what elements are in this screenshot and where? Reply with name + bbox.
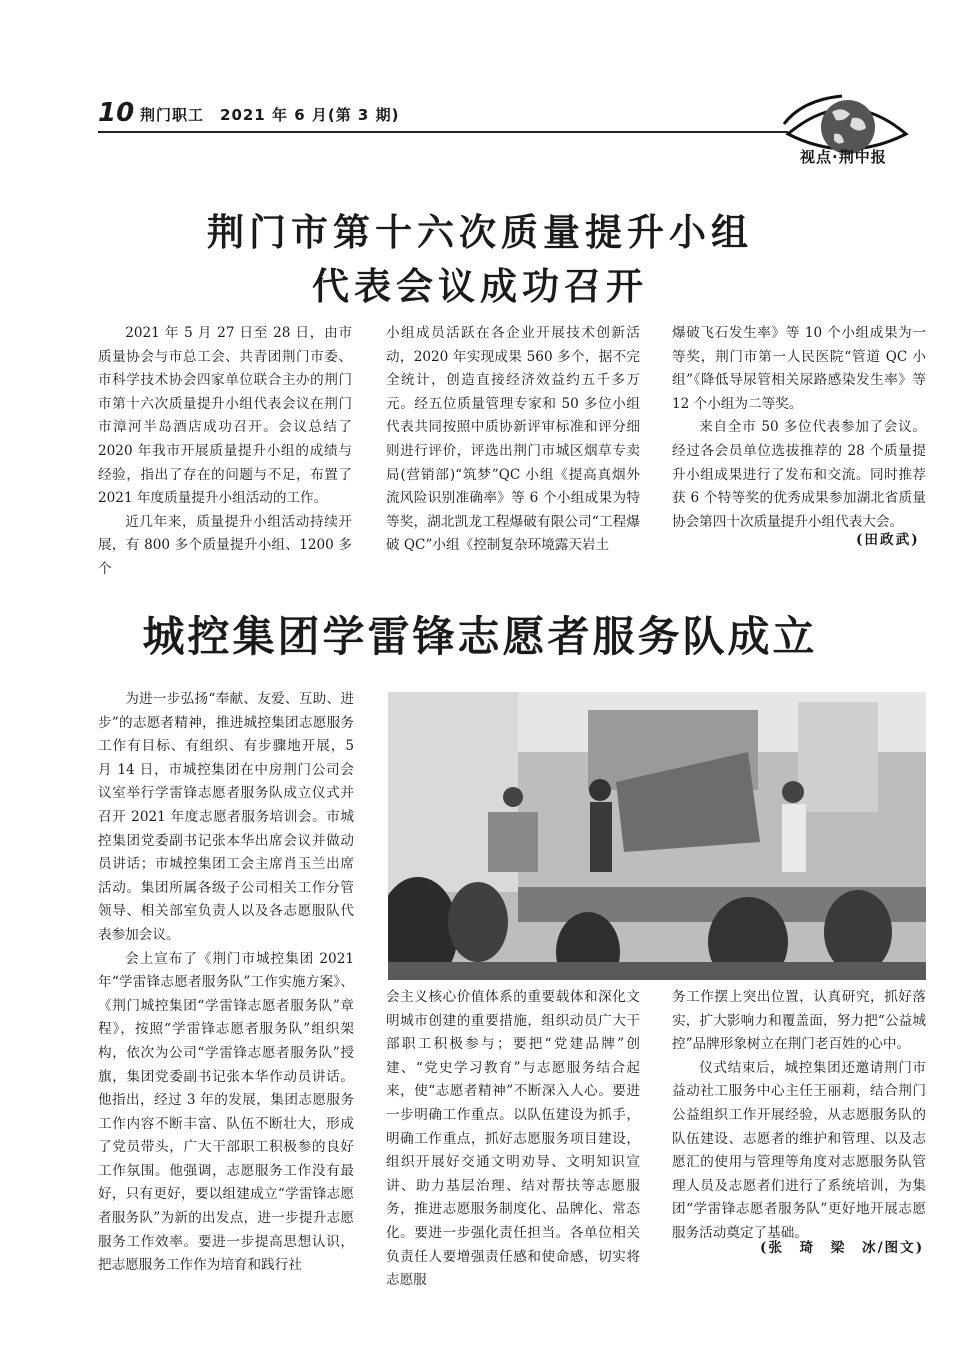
paragraph: 小组成员活跃在各企业开展技术创新活动，2020 年实现成果 560 多个，据不完全统计，创造直接经济效益约五千多万元。经五位质量管理专家和 50 多位小组代表共同按照中质协新评审标准和评分细则进行评价，评选出荆门市城区烟草专卖局(营销部)“筑梦”QC 小组《提高真烟外流风险识别准确率》等 6 个小组成果为特等奖，湖北凯龙工程爆破有限公司“工程爆破 QC”小组《控制复杂环境露天岩土 [386, 325, 640, 554]
article2-byline: (张 琦 梁 冰/图文) [760, 1240, 925, 1256]
paragraph: 仪式结束后，城控集团还邀请荆门市益动社工服务中心主任王丽莉，结合荆门公益组织工作开展经验，从志愿服务队的队伍建设、志愿者的维护和管理、以及志愿汇的使用与管理等角度对志愿服务队管理人员及志愿者们进行了系统培训，为集团“学雷锋志愿者服务队”更好地开展志愿服务活动奠定了基础。 [672, 1059, 926, 1241]
paragraph: 会上宣布了《荆门市城控集团 2021 年“学雷锋志愿者服务队”工作实施方案》、《荆门城控集团“学雷锋志愿者服务队”章程》，按照“学雷锋志愿者服务队”组织架构，依次为公司“学雷锋志愿者服务队”授旗，集团党委副书记张本华作动员讲话。他指出，经过 3 年的发展，集团志愿服务工作内容不断丰富、队伍不断壮大，形成了党员带头，广大干部职工积极参的良好工作氛围。他强调，志愿服务工作没有最好，只有更好，要以组建成立“学雷锋志愿者服务队”为新的出发点，进一步提升志愿服务工作效率。要进一步提高思想认识，把志愿服务工作作为培育和践行社 [98, 950, 354, 1274]
article2-column3 [672, 986, 926, 1246]
paragraph: 务工作摆上突出位置，认真研究，抓好落实，扩大影响力和覆盖面，努力把“公益城控”品牌形象树立在荆门老百姓的心中。 [672, 989, 926, 1053]
article2-column2 [386, 986, 640, 1293]
logo-text: 视点·荆中报 [800, 148, 887, 166]
article1-byline: (田政武) [856, 532, 920, 548]
ceremony-photo [388, 692, 926, 980]
paragraph: 近几年来，质量提升小组活动持续开展，有 800 多个质量提升小组、1200 多个 [98, 513, 352, 577]
article1-title-line1: 荆门市第十六次质量提升小组 [207, 211, 753, 254]
paragraph: 2021 年 5 月 27 日至 28 日，由市质量协会与市总工会、共青团荆门市委、市科学技术协会四家单位联合主办的荆门市第十六次质量提升小组代表会议在荆门市漳河半岛酒店成功召开。会议总结了 2020 年我市开展质量提升小组的成绩与经验，指出了存在的问题与不足，布置了 2021 年度质量提升小组活动的工作。 [98, 325, 352, 507]
page-number: 10 [98, 98, 135, 128]
paragraph: 爆破飞石发生率》等 10 个小组成果为一等奖，荆门市第一人民医院“管道 QC 小组”《降低导尿管相关尿路感染发生率》等 12 个小组为二等奖。 [672, 325, 926, 412]
article1-column3 [672, 322, 926, 534]
article2-column1 [98, 688, 354, 1278]
paragraph: 为进一步弘扬“奉献、友爱、互助、进步”的志愿者精神，推进城控集团志愿服务工作有目标、有组织、有步骤地开展，5 月 14 日，市城控集团在中房荆门公司会议室举行学雷锋志愿者服务队成立仪式并召开 2021 年度志愿者服务培训会。市城控集团党委副书记张本华出席会议并做动员讲话；市城控集团工会主席肖玉兰出席活动。集团所属各级子公司相关工作分管领导、相关部室负责人以及各志愿服队代表参加会议。 [98, 691, 354, 943]
article1-column2 [386, 322, 640, 558]
article1-title-line2: 代表会议成功召开 [312, 265, 648, 308]
header-rule [98, 131, 788, 133]
publication-info: 荆门职工 2021 年 6 月(第 3 期) [140, 106, 400, 124]
article2-title: 城控集团学雷锋志愿者服务队成立 [142, 612, 818, 661]
paragraph: 会主义核心价值体系的重要载体和深化文明城市创建的重要措施，组织动员广大干部职工积极参与；要把“党建品牌”创建、“党史学习教育”与志愿服务结合起来，使“志愿者精神”不断深入人心。要进一步明确工作重点。以队伍建设为抓手，明确工作重点，抓好志愿服务项目建设，组织开展好交通文明劝导、文明知识宣讲、助力基层治理、结对帮扶等志愿服务，推进志愿服务制度化、品牌化、常态化。要进一步强化责任担当。各单位相关负责任人要增强责任感和使命感，切实将志愿服 [386, 989, 640, 1289]
article1-column1 [98, 322, 352, 582]
paragraph: 来自全市 50 多位代表参加了会议。经过各会员单位选拔推荐的 28 个质量提升小组成果进行了发布和交流。同时推荐获 6 个特等奖的优秀成果参加湖北省质量协会第四十次质量提升小组代表大会。 [672, 419, 926, 530]
